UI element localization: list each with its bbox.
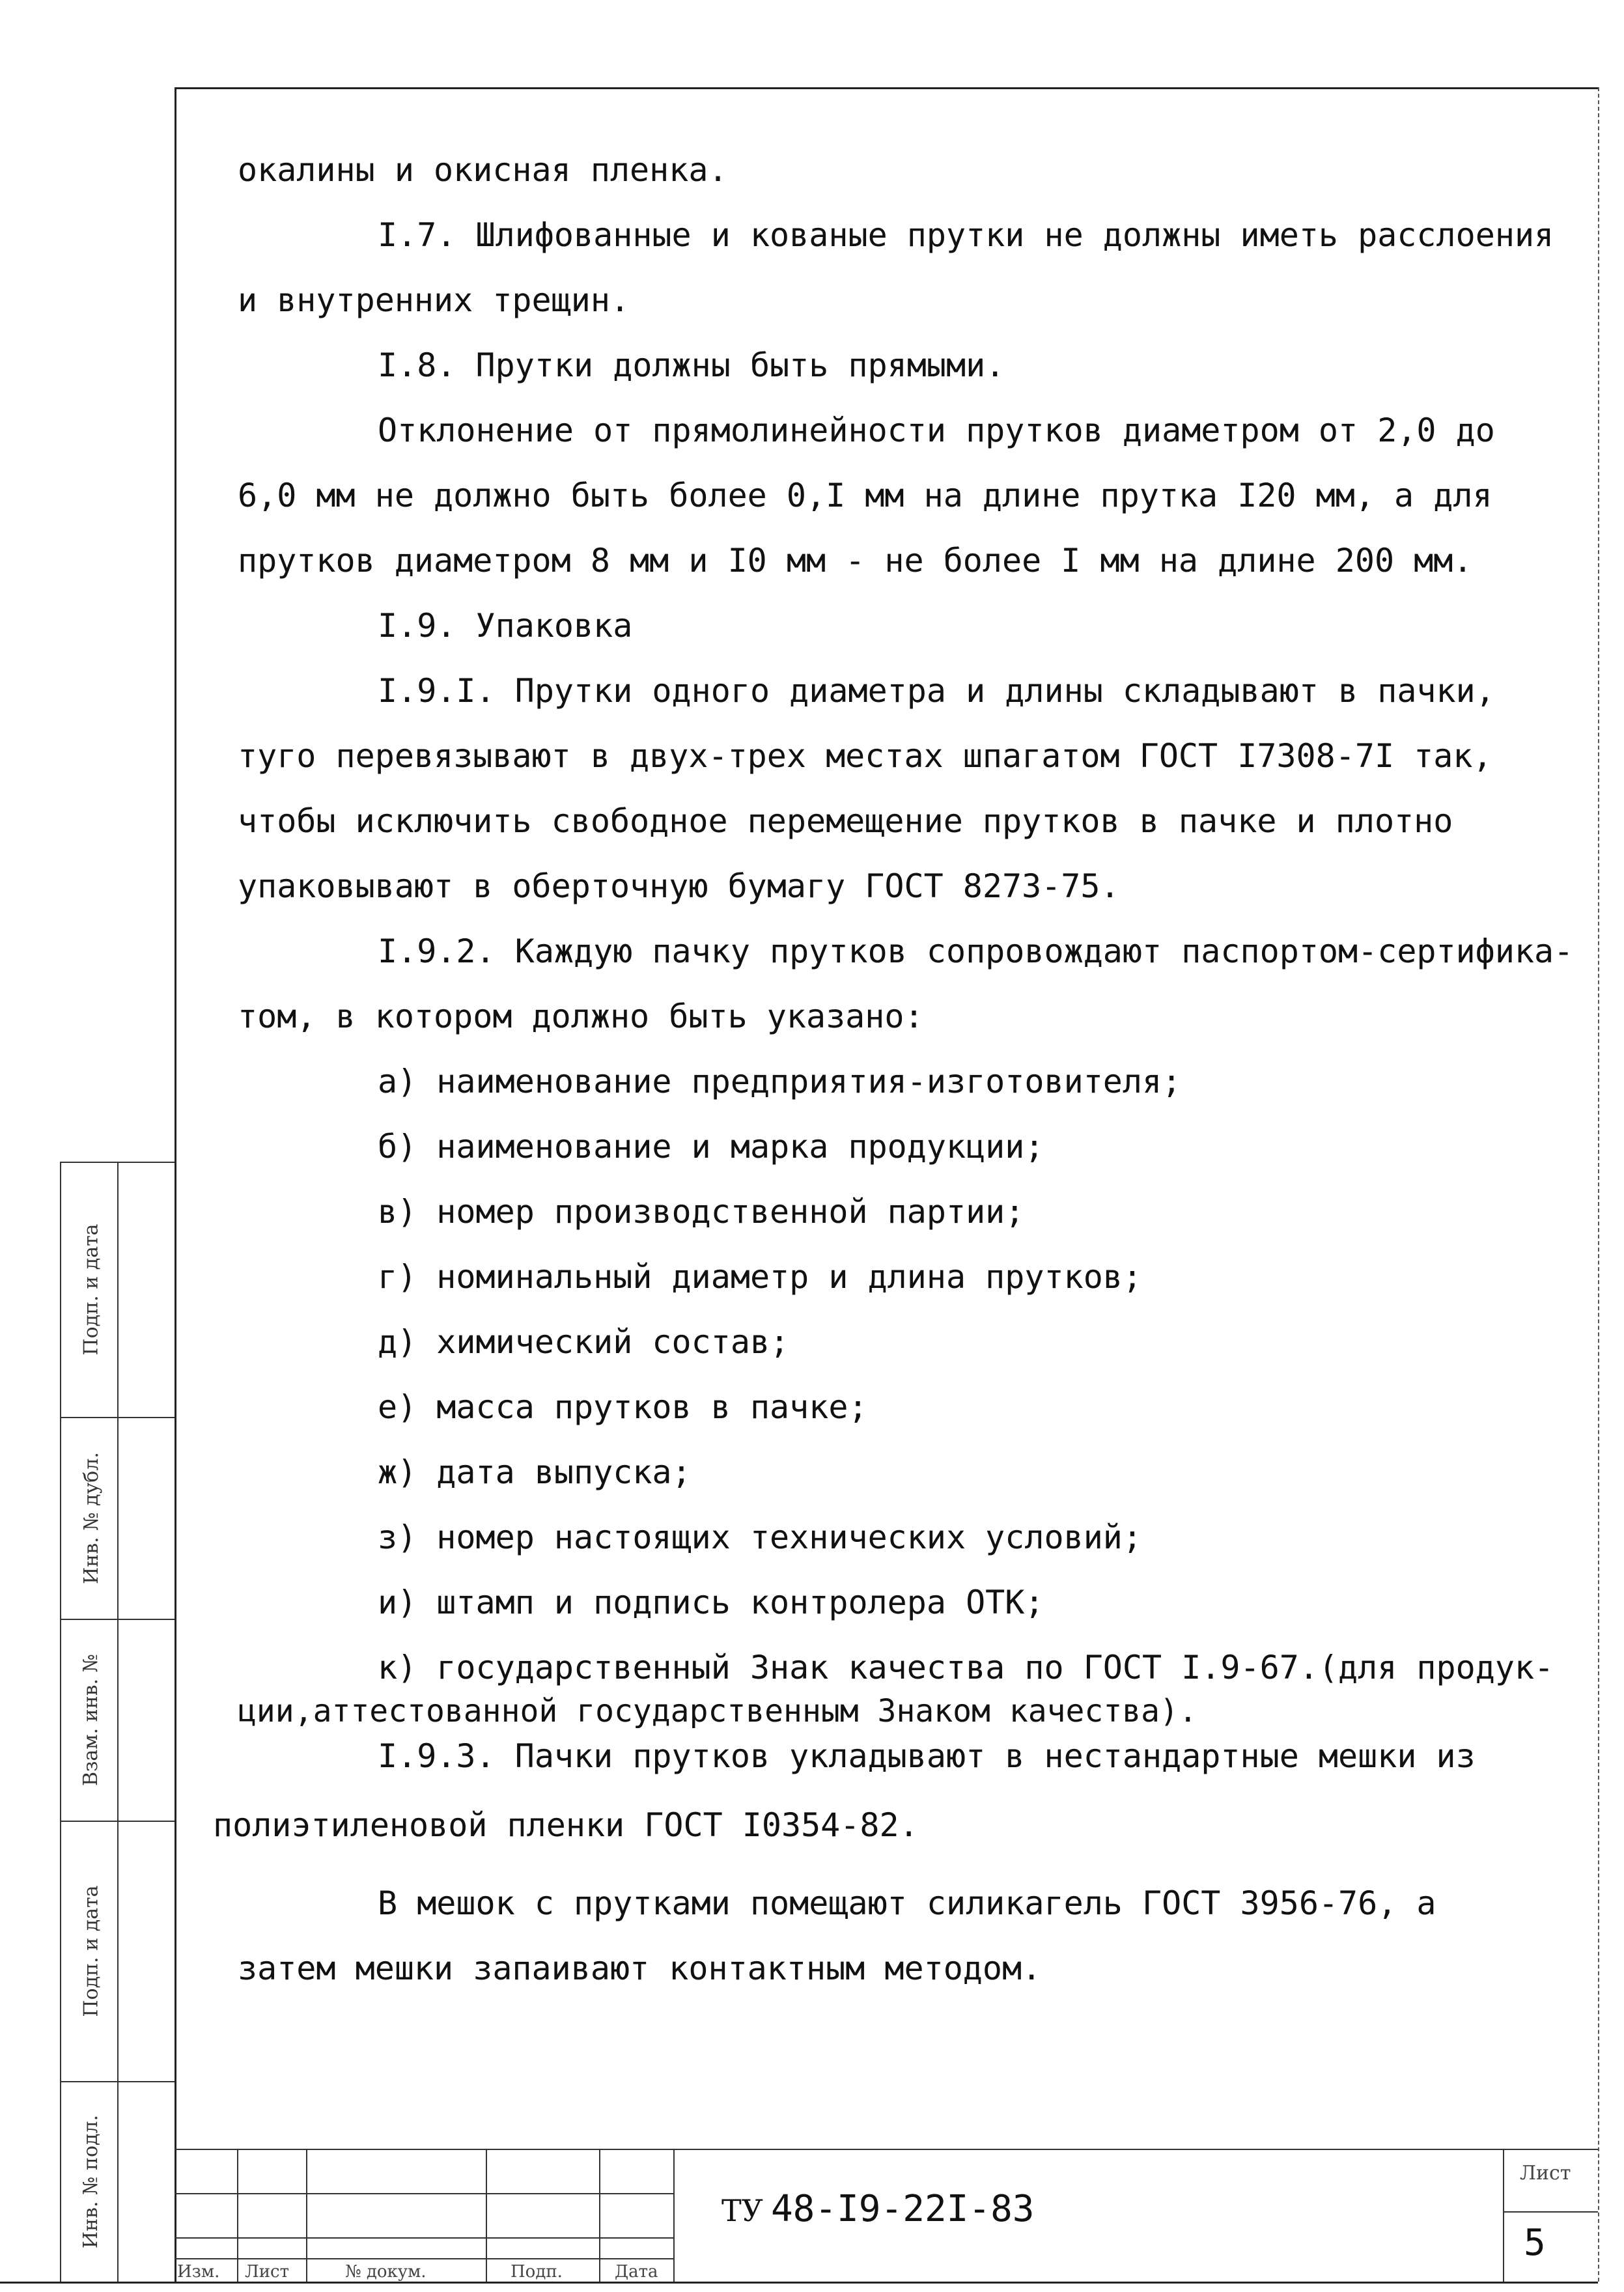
text-line: I.7. Шлифованные и кованые прутки не должны иметь расслоения <box>378 216 1554 254</box>
title-block-col <box>306 2149 307 2282</box>
stamp-field-vzam-inv: Взам. инв. № <box>79 1653 103 1786</box>
title-block-border <box>175 2149 1598 2150</box>
text-line: I.8. Прутки должны быть прямыми. <box>378 346 1005 384</box>
column-label-list: Лист <box>245 2262 289 2282</box>
text-line: и внутренних трещин. <box>238 281 630 319</box>
document-designation <box>721 2188 1035 2230</box>
title-block-col <box>599 2149 600 2282</box>
text-line: ции,аттестованной государственным Знаком качества). <box>238 1693 1197 1729</box>
list-item: в) номер производственной партии; <box>378 1193 1025 1231</box>
frame-right-border <box>1598 87 1599 2282</box>
text-line: Отклонение от прямолинейности прутков диаметром от 2,0 до <box>378 412 1495 449</box>
text-line: I.9.2. Каждую пачку прутков сопровождают паспортом-сертифика- <box>378 932 1574 970</box>
text-line: В мешок с прутками помещают силикагель ГОСТ 3956-76, а <box>378 1884 1436 1922</box>
column-label-izm: Изм. <box>177 2262 220 2282</box>
text-line: I.9.I. Прутки одного диаметра и длины складывают в пачки, <box>378 672 1495 710</box>
frame-bottom-border <box>0 2282 1598 2284</box>
title-block-row <box>1503 2211 1598 2213</box>
title-block-col <box>1503 2149 1504 2282</box>
text-line: прутков диаметром 8 мм и I0 мм - не более I мм на длине 200 мм. <box>238 542 1473 580</box>
text-line: 6,0 мм не должно быть более 0,I мм на длине прутка I20 мм, а для <box>238 477 1492 514</box>
list-item: к) государственный Знак качества по ГОСТ I.9-67.(для продук- <box>378 1649 1554 1686</box>
title-block <box>175 2149 1598 2282</box>
column-label-dokum: № докум. <box>345 2262 427 2282</box>
title-block-col <box>673 2149 675 2282</box>
title-block-col <box>486 2149 487 2282</box>
text-line: полиэтиленовой пленки ГОСТ I0354-82. <box>213 1806 919 1844</box>
sheet-label: Лист <box>1520 2162 1571 2185</box>
stamp-field-podp-data-2: Подп. и дата <box>79 1884 103 2017</box>
stamp-border <box>60 1162 61 2282</box>
column-label-data: Дата <box>615 2262 658 2282</box>
text-line: окалины и окисная пленка. <box>238 151 728 189</box>
text-line: чтобы исключить свободное перемещение прутков в пачке и плотно <box>238 802 1453 840</box>
stamp-field-podp-data: Подп. и дата <box>79 1223 103 1356</box>
stamp-field-inv-podl: Инв. № подл. <box>79 2114 103 2248</box>
sheet-number: 5 <box>1524 2222 1546 2264</box>
document-code: 48-I9-22I-83 <box>770 2188 1035 2230</box>
text-line: том, в котором должно быть указано: <box>238 998 924 1035</box>
list-item: г) номинальный диаметр и длина прутков; <box>378 1258 1142 1296</box>
column-label-podp: Подп. <box>511 2262 563 2282</box>
title-block-col <box>237 2149 238 2282</box>
text-line: I.9.3. Пачки прутков укладывают в нестандартные мешки из <box>378 1737 1476 1775</box>
section-heading: I.9. Упаковка <box>378 607 633 645</box>
stamp-border <box>117 1162 119 2282</box>
list-item: з) номер настоящих технических условий; <box>378 1518 1142 1556</box>
list-item: а) наименование предприятия-изготовителя; <box>378 1063 1182 1100</box>
frame-left-border <box>175 87 176 2282</box>
text-line: туго перевязывают в двух-трех местах шпагатом ГОСТ I7308-7I так, <box>238 737 1492 775</box>
frame-top-border <box>175 87 1598 89</box>
list-item: б) наименование и марка продукции; <box>378 1128 1044 1166</box>
text-line: затем мешки запаивают контактным методом. <box>238 1950 1042 1987</box>
document-prefix: ТУ <box>721 2193 763 2228</box>
list-item: ж) дата выпуска; <box>378 1453 692 1491</box>
stamp-field-inv-dubl: Инв. № дубл. <box>79 1451 103 1584</box>
text-line: упаковывают в оберточную бумагу ГОСТ 8273-75. <box>238 867 1120 905</box>
list-item: и) штамп и подпись контролера ОТК; <box>378 1584 1044 1621</box>
margin-stamp <box>60 1162 175 2282</box>
list-item: д) химический состав; <box>378 1323 790 1361</box>
list-item: е) масса прутков в пачке; <box>378 1388 868 1426</box>
